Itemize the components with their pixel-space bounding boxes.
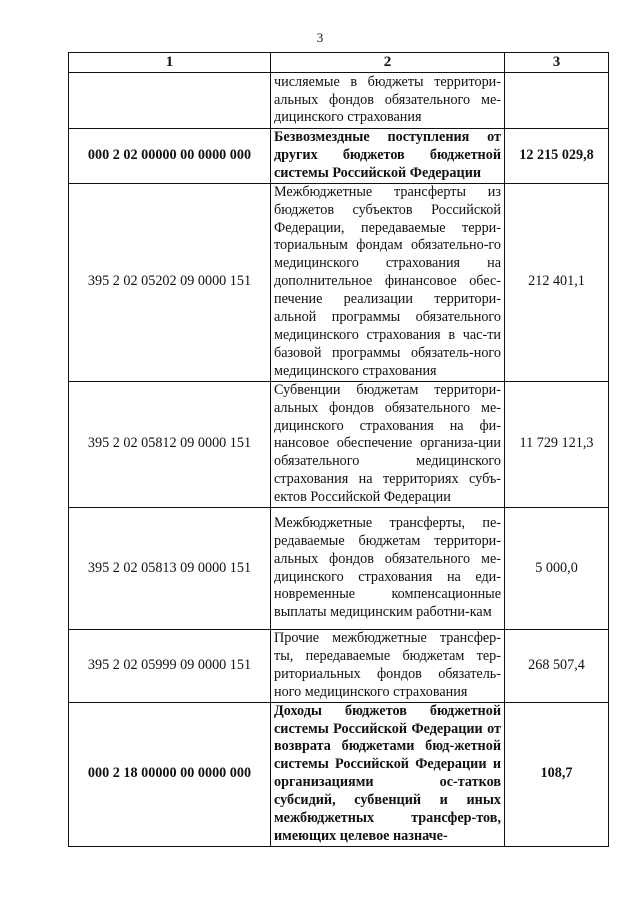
budget-table [68,52,609,847]
column-header-amount: 3 [505,53,609,73]
row-code: 395 2 02 05202 09 0000 151 [69,183,271,381]
row-name: Межбюджетные трансферты из бюджетов субъектов Российской Федерации, передаваемые терри-ториальным фондам обязательно-го медицинского страхования на дополнительное финансовое обес-печение реализации территори-альной программы обязательного медицинского страхования в час-ти базовой программы обязатель-ного медицинского страхования [271,183,505,381]
table-row [69,508,609,630]
row-amount: 12 215 029,8 [505,129,609,184]
row-amount: 5 000,0 [505,508,609,630]
table-row [69,630,609,703]
row-name: Субвенции бюджетам территори-альных фондов обязательного ме-дицинского страхования на фи-нансовое обеспечение организа-ции обязательного медицинского страхования на территориях субъ-ектов Российской Федерации [271,381,505,507]
row-amount: 212 401,1 [505,183,609,381]
row-amount: 108,7 [505,702,609,846]
row-code: 395 2 02 05999 09 0000 151 [69,630,271,703]
table-row [69,381,609,507]
table-row [69,702,609,846]
table-header-row [69,53,609,73]
row-amount [505,73,609,129]
row-amount: 11 729 121,3 [505,381,609,507]
row-name: Межбюджетные трансферты, пе-редаваемые бюджетам территори-альных фондов обязательного ме-дицинского страхования на еди-новременные компенсационные выплаты медицинским работни-кам [271,508,505,630]
table-row [69,129,609,184]
page-number: 3 [316,30,324,45]
table-row [69,73,609,129]
row-name: Безвозмездные поступления от других бюджетов бюджетной системы Российской Федерации [271,129,505,184]
row-code: 395 2 02 05813 09 0000 151 [69,508,271,630]
column-header-name: 2 [271,53,505,73]
table-row [69,183,609,381]
row-code [69,73,271,129]
row-amount: 268 507,4 [505,630,609,703]
row-code: 000 2 18 00000 00 0000 000 [69,702,271,846]
row-code: 000 2 02 00000 00 0000 000 [69,129,271,184]
row-code: 395 2 02 05812 09 0000 151 [69,381,271,507]
row-name: числяемые в бюджеты территори-альных фондов обязательного ме-дицинского страхования [271,73,505,129]
row-name: Прочие межбюджетные трансфер-ты, передаваемые бюджетам тер-риториальных фондов обязатель-ного медицинского страхования [271,630,505,703]
column-header-code: 1 [69,53,271,73]
row-name: Доходы бюджетов бюджетной системы Российской Федерации от возврата бюджетами бюд-жетной системы Российской Федерации и организациями ос-татков субсидий, субвенций и иных межбюджетных трансфер-тов, имеющих целевое назначе- [271,702,505,846]
